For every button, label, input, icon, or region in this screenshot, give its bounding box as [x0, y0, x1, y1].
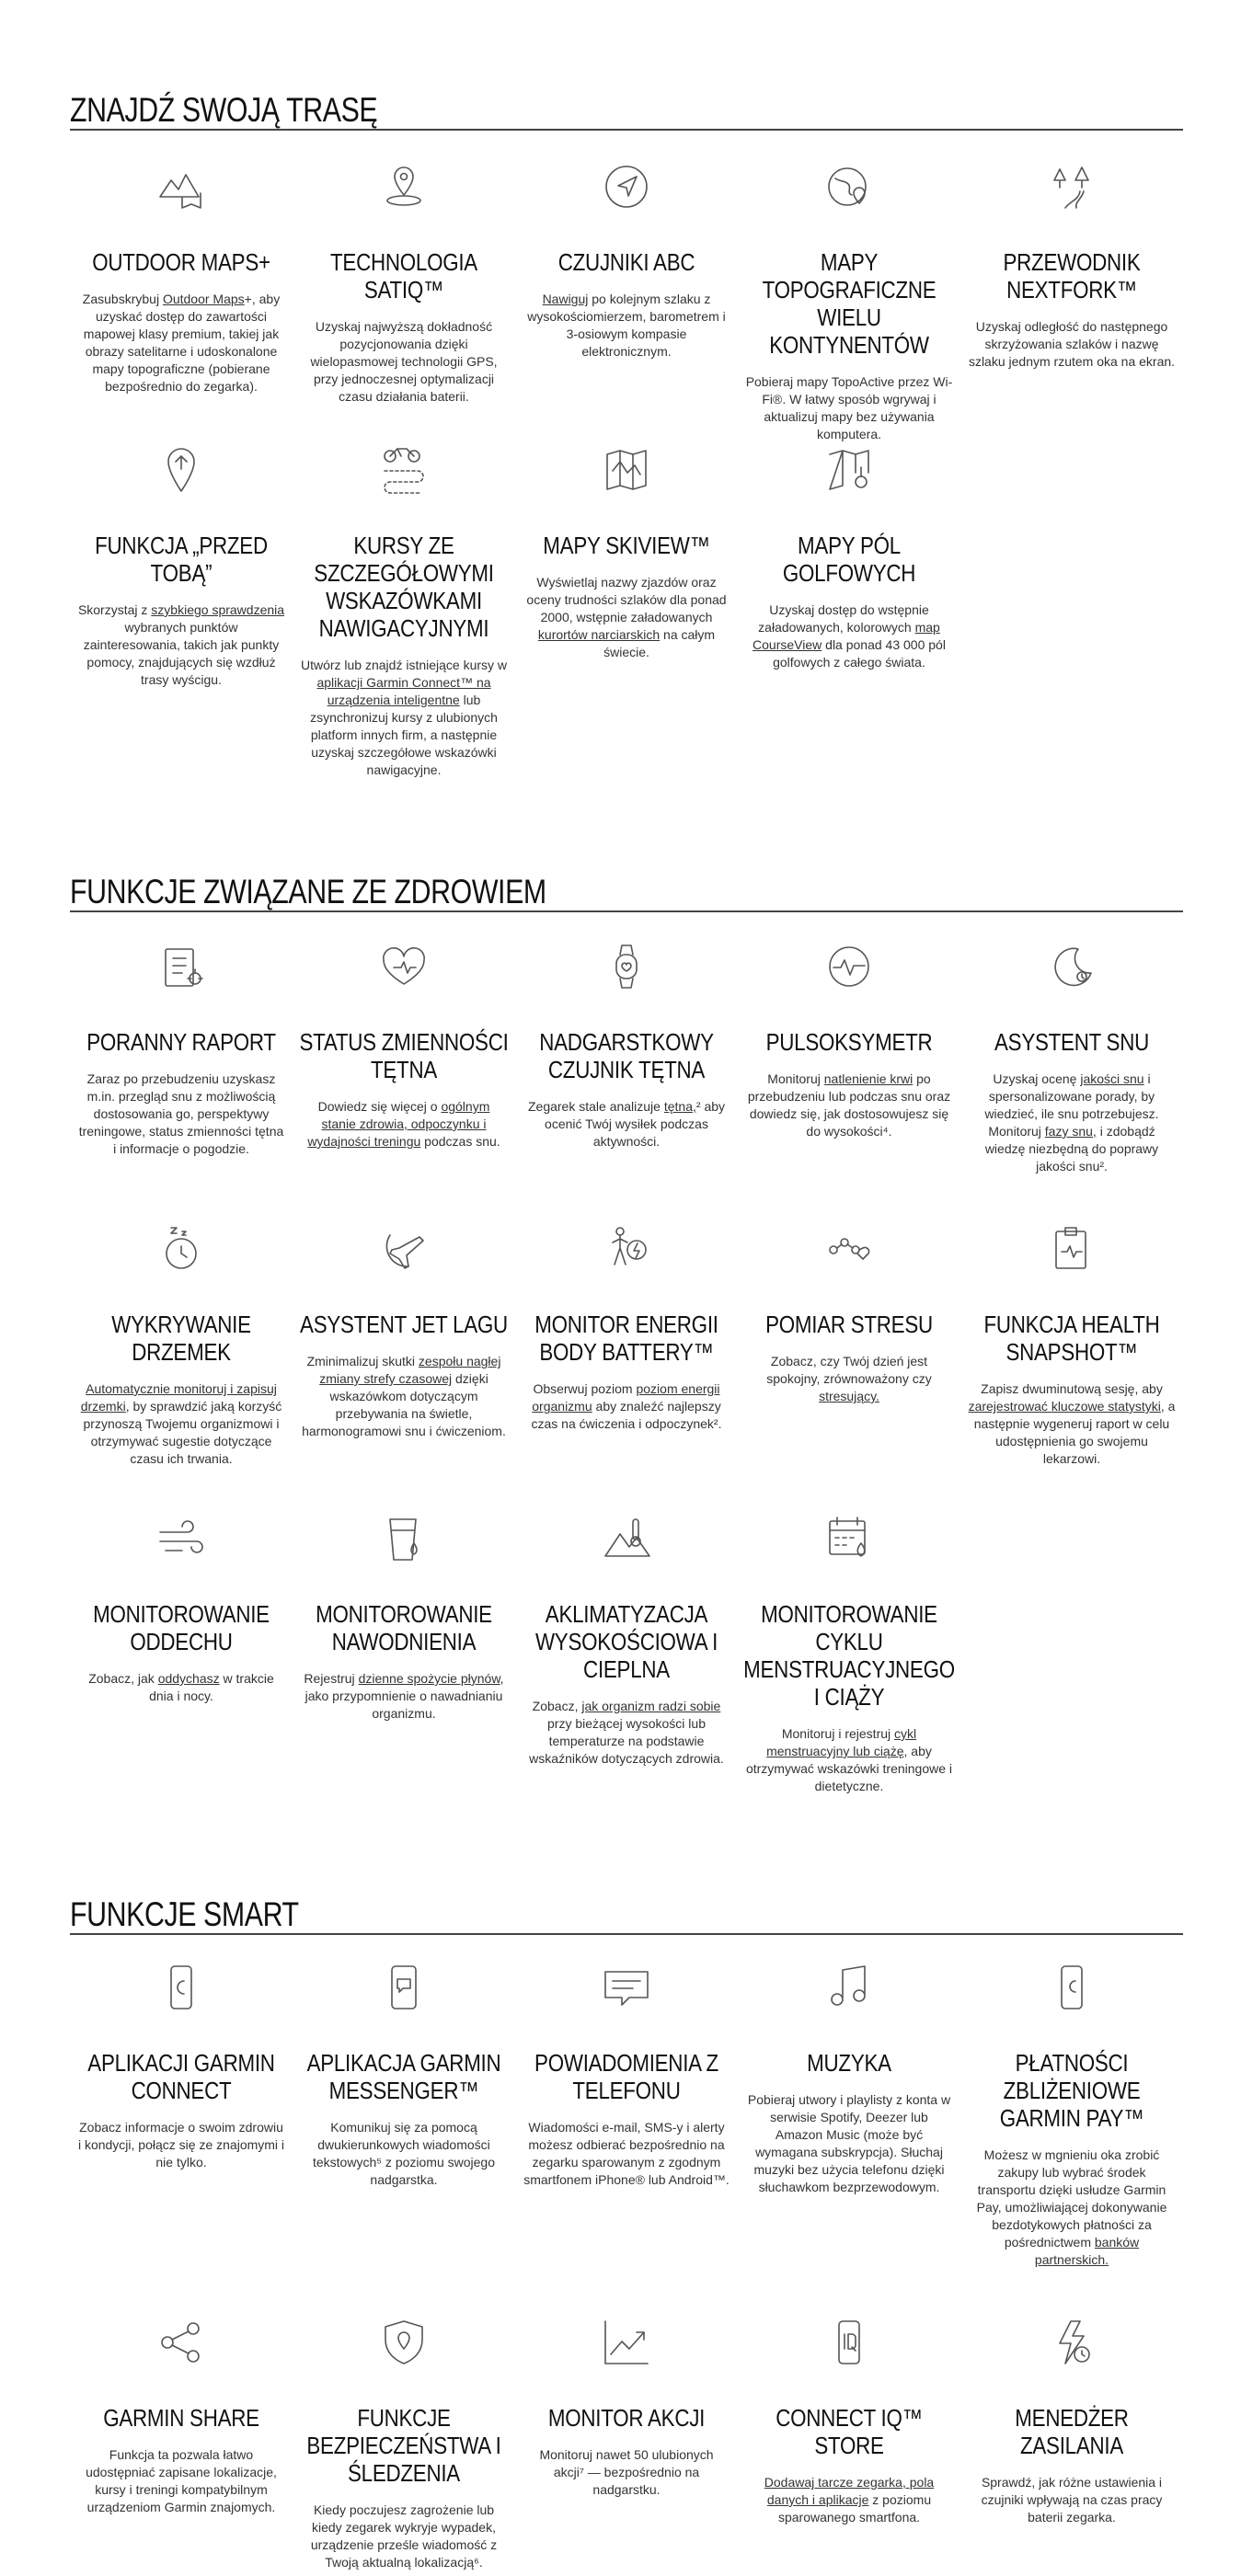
feature-description: Automatycznie monitoruj i zapisuj drzemki, by sprawdzić jaką korzyść przynoszą Twojemu organizmowi i otrzymywać sugestie dotyczące czasu ich trwania.	[80, 1381, 282, 1466]
feature-title: GARMIN SHARE	[103, 2404, 259, 2432]
section-find-route	[70, 92, 1183, 131]
globe-pin-icon	[821, 158, 878, 215]
feature-title: ASYSTENT SNU	[994, 1028, 1149, 1056]
feature-row	[70, 1220, 1183, 1468]
feature-card	[70, 1220, 293, 1468]
feature-card	[738, 2314, 960, 2571]
feature-row	[70, 938, 1183, 1175]
sleep-moon-icon	[1043, 938, 1100, 995]
feature-card	[70, 1510, 293, 1795]
feature-title: CONNECT IQ™ STORE	[776, 2404, 923, 2459]
power-manager-icon	[1043, 2314, 1100, 2371]
feature-card	[70, 938, 293, 1175]
feature-description: Sprawdź, jak różne ustawienia i czujniki wpływają na czas pracy baterii zegarka.	[981, 2475, 1163, 2524]
feature-title: MUZYKA	[807, 2049, 891, 2077]
feature-title: POMIAR STRESU	[765, 1311, 933, 1338]
feature-title: STATUS ZMIENNOŚCI TĘTNA	[299, 1028, 509, 1083]
feature-description: Zobacz, jak organizm radzi sobie przy bieżącej wysokości lub temperaturze na podstawie wskaźników dotyczących zdrowia.	[529, 1699, 724, 1766]
feature-card	[960, 1959, 1183, 2269]
feature-title: WYKRYWANIE DRZEMEK	[111, 1311, 251, 1366]
feature-description: Dowiedz się więcej o ogólnym stanie zdrowia, odpoczynku i wydajności treningu podczas snu.	[307, 1099, 500, 1149]
feature-row	[70, 1959, 1183, 2269]
feature-title: MONITOR ENERGII BODY BATTERY™	[534, 1311, 718, 1366]
location-pin-icon	[375, 158, 432, 215]
stress-icon	[821, 1220, 878, 1277]
section-divider	[70, 129, 1183, 131]
trees-path-icon	[1043, 158, 1100, 215]
feature-description: Monitoruj nawet 50 ulubionych akcji⁷ — bezpośrednio na nadgarstku.	[539, 2447, 714, 2497]
section-title: ZNAJDŹ SWOJĄ TRASĘ	[70, 91, 378, 129]
feature-description: Monitoruj natlenienie krwi po przebudzeniu lub podczas snu oraz dowiedz się, jak dostosowujesz się do wysokości⁴.	[747, 1071, 951, 1139]
feature-title: ASYSTENT JET LAGU	[300, 1311, 508, 1338]
feature-description: Pobieraj mapy TopoActive przez Wi-Fi®. W łatwy sposób wgrywaj i aktualizuj mapy bez używania komputera.	[745, 374, 953, 441]
watch-heart-icon	[598, 938, 655, 995]
feature-description: Dodawaj tarcze zegarka, pola danych i aplikacje z poziomu sparowanego smartfona.	[764, 2475, 935, 2524]
feature-title: KURSY ZE SZCZEGÓŁOWYMI WSKAZÓWKAMI NAWIGACYJNYMI	[314, 532, 494, 642]
hydration-icon	[375, 1510, 432, 1567]
feature-card	[960, 938, 1183, 1175]
safety-shield-icon	[375, 2314, 432, 2371]
feature-description: Zegarek stale analizuje tętna,² aby ocenić Twój wysiłek podczas aktywności.	[527, 1099, 726, 1149]
section-title: FUNKCJE SMART	[70, 1895, 299, 1933]
feature-card	[515, 1220, 738, 1468]
map-pin-up-icon	[153, 441, 210, 498]
music-note-icon	[821, 1959, 878, 2016]
feature-description: Zobacz informacje o swoim zdrowiu i kondycji, połącz się ze znajomymi i nie tylko.	[77, 2120, 285, 2170]
stock-chart-icon	[598, 2314, 655, 2371]
bike-route-icon	[375, 441, 432, 498]
feature-card	[293, 1220, 515, 1468]
breathing-icon	[153, 1510, 210, 1567]
feature-title: MONITOROWANIE ODDECHU	[93, 1600, 270, 1655]
feature-title: TECHNOLOGIA SATIQ™	[330, 248, 477, 303]
jet-lag-icon	[375, 1220, 432, 1277]
feature-card	[738, 938, 960, 1175]
mountain-map-icon	[153, 158, 210, 215]
section-divider	[70, 910, 1183, 912]
cycle-calendar-icon	[821, 1510, 878, 1567]
feature-title: MAPY TOPOGRAFICZNE WIELU KONTYNENTÓW	[762, 248, 936, 359]
feature-card	[515, 441, 738, 779]
feature-card	[293, 441, 515, 779]
section-title: FUNKCJE ZWIĄZANE ZE ZDROWIEM	[70, 873, 546, 910]
feature-card	[293, 1959, 515, 2269]
feature-card	[960, 158, 1183, 443]
feature-card	[293, 2314, 515, 2571]
section-smart	[70, 1896, 1183, 1935]
ski-map-icon	[598, 441, 655, 498]
feature-description: Zobacz, jak oddychasz w trakcie dnia i nocy.	[88, 1671, 274, 1703]
feature-description: Skorzystaj z szybkiego sprawdzenia wybranych punktów zainteresowania, takich jak punkty pomocy, znajdujących się wzdłuż trasy wyścigu.	[77, 602, 285, 687]
feature-title: POWIADOMIENIA Z TELEFONU	[534, 2049, 718, 2104]
feature-description: Uzyskaj najwyższą dokładność pozycjonowania dzięki wielopasmowej technologii GPS, przy jednoczesnej optymalizacji czasu działania baterii.	[310, 319, 498, 404]
feature-description: Kiedy poczujesz zagrożenie lub kiedy zegarek wykryje wypadek, urządzenie prześle wiadomość z Twoją aktualną lokalizacją⁶.	[310, 2502, 498, 2570]
notification-icon	[598, 1959, 655, 2016]
feature-title: NADGARSTKOWY CZUJNIK TĘTNA	[539, 1028, 714, 1083]
feature-card	[515, 1959, 738, 2269]
feature-title: MONITOROWANIE CYKLU MENSTRUACYJNEGO I CIĄŻY	[743, 1600, 955, 1711]
feature-card	[515, 938, 738, 1175]
feature-title: PRZEWODNIK NEXTFORK™	[1003, 248, 1141, 303]
feature-description: Zminimalizuj skutki zespołu nagłej zmiany strefy czasowej dzięki wskazówkom dotyczącym przebywania na świetle, harmonogramowi snu i ćwiczeniom.	[302, 1354, 506, 1438]
feature-title: PORANNY RAPORT	[86, 1028, 276, 1056]
feature-title: FUNKCJA „PRZED TOBĄ”	[95, 532, 268, 587]
feature-card	[293, 158, 515, 443]
feature-title: MAPY PÓL GOLFOWYCH	[782, 532, 916, 587]
payment-icon	[1043, 1959, 1100, 2016]
feature-card	[70, 2314, 293, 2571]
feature-description: Uzyskaj dostęp do wstępnie załadowanych, kolorowych map CourseView dla ponad 43 000 pól golfowych z całego świata.	[753, 602, 946, 670]
feature-row	[70, 1510, 1183, 1795]
body-battery-icon	[598, 1220, 655, 1277]
feature-description: Wiadomości e-mail, SMS-y i alerty możesz odbierać bezpośrednio na zegarku sparowanym z zgodnym smartfonem iPhone® lub Android™.	[523, 2120, 730, 2187]
health-snapshot-icon	[1043, 1220, 1100, 1277]
feature-title: AKLIMATYZACJA WYSOKOŚCIOWA I CIEPLNA	[534, 1600, 718, 1683]
pulse-ox-icon	[821, 938, 878, 995]
feature-description: Możesz w mgnieniu oka zrobić zakupy lub wybrać środek transportu dzięki usłudze Garmin Pay, umożliwiającej dokonywanie bezdotykowych płatności za pośrednictwem banków partnerskich.	[976, 2147, 1167, 2267]
feature-description: Zaraz po przebudzeniu uzyskasz m.in. przegląd snu z możliwością dostosowania go, perspektywy treningowe, status zmienności tętna i informacje o pogodzie.	[78, 1071, 284, 1156]
heart-moon-icon	[375, 938, 432, 995]
feature-card	[515, 1510, 738, 1795]
feature-description: Zasubskrybuj Outdoor Maps+, aby uzyskać dostęp do zawartości mapowej klasy premium, takiej jak obrazy satelitarne i udoskonalone mapy topograficzne (pobierane bezpośrednio do zegarka).	[82, 292, 281, 394]
feature-description: Nawiguj po kolejnym szlaku z wysokościomierzem, barometrem i 3-osiowym kompasie elektronicznym.	[527, 292, 726, 359]
feature-description: Obserwuj poziom poziom energii organizmu aby znaleźć najlepszy czas na ćwiczenia i odpoczynek².	[531, 1381, 722, 1431]
feature-description: Uzyskaj odległość do następnego skrzyżowania szlaków i nazwę szlaku jednym rzutem oka na ekran.	[968, 319, 1176, 369]
feature-description: Komunikuj się za pomocą dwukierunkowych wiadomości tekstowych⁵ z poziomu swojego nadgarstka.	[312, 2120, 495, 2187]
feature-description: Wyświetlaj nazwy zjazdów oraz oceny trudności szlaków dla ponad 2000, wstępnie załadowanych kurortów narciarskich na całym świecie.	[526, 575, 727, 659]
feature-description: Funkcja ta pozwala łatwo udostępniać zapisane lokalizacje, kursy i treningi kompatybilnym urządzeniom Garmin znajomych.	[86, 2447, 277, 2514]
feature-title: CZUJNIKI ABC	[557, 248, 695, 276]
feature-card	[738, 441, 960, 779]
phone-messenger-icon	[375, 1959, 432, 2016]
feature-card	[738, 1959, 960, 2269]
feature-card	[293, 1510, 515, 1795]
feature-card	[293, 938, 515, 1175]
share-icon	[153, 2314, 210, 2371]
navigation-arrow-icon	[598, 158, 655, 215]
feature-description: Zobacz, czy Twój dzień jest spokojny, zrównoważony czy stresujący.	[766, 1354, 932, 1403]
feature-card	[960, 1220, 1183, 1468]
feature-card	[70, 1959, 293, 2269]
feature-card	[738, 1510, 960, 1795]
connect-iq-icon	[821, 2314, 878, 2371]
feature-description: Uzyskaj ocenę jakości snu i spersonalizowane porady, by wiedzieć, ile snu potrzebujesz. Monitoruj fazy snu, i zdobądź wiedzę niezbędną do poprawy jakości snu².	[984, 1071, 1159, 1174]
morning-report-icon	[153, 938, 210, 995]
golf-map-icon	[821, 441, 878, 498]
feature-description: Utwórz lub znajdź istniejące kursy w aplikacji Garmin Connect™ na urządzenia inteligentne lub zsynchronizuj kursy z ulubionych platform innych firm, a następnie uzyskaj szczegółowe wskazówki nawigacyjne.	[300, 658, 508, 777]
feature-title: APLIKACJI GARMIN CONNECT	[87, 2049, 275, 2104]
feature-card	[738, 158, 960, 443]
feature-card	[960, 2314, 1183, 2571]
feature-description: Pobieraj utwory i playlisty z konta w serwisie Spotify, Deezer lub Amazon Music (może być wymagana subskrypcja). Słuchaj muzyki bez użycia telefonu dzięki słuchawkom bezprzewodowym.	[747, 2092, 951, 2194]
feature-card	[515, 2314, 738, 2571]
feature-title: PŁATNOŚCI ZBLIŻENIOWE GARMIN PAY™	[999, 2049, 1144, 2132]
feature-title: PULSOKSYMETR	[765, 1028, 933, 1056]
feature-description: Monitoruj i rejestruj cykl menstruacyjny lub ciążę, aby otrzymywać wskazówki treningowe i dietetyczne.	[745, 1726, 953, 1793]
feature-title: APLIKACJA GARMIN MESSENGER™	[306, 2049, 501, 2104]
feature-title: MENEDŻER ZASILANIA	[1015, 2404, 1129, 2459]
feature-title: MONITOROWANIE NAWODNIENIA	[316, 1600, 492, 1655]
feature-row	[70, 441, 1183, 779]
feature-description: Rejestruj dzienne spożycie płynów, jako przypomnienie o nawadnianiu organizmu.	[304, 1671, 504, 1721]
feature-row	[70, 158, 1183, 443]
section-health	[70, 874, 1183, 912]
feature-card	[515, 158, 738, 443]
feature-title: MAPY SKIVIEW™	[543, 532, 710, 559]
feature-row	[70, 2314, 1183, 2571]
feature-description: Zapisz dwuminutową sesję, aby zarejestrować kluczowe statystyki, a następnie wygeneruj raport w celu udostępnienia go swojemu lekarzowi.	[968, 1381, 1176, 1466]
feature-title: MONITOR AKCJI	[547, 2404, 706, 2432]
section-divider	[70, 1933, 1183, 1935]
feature-card	[738, 1220, 960, 1468]
feature-card	[70, 441, 293, 779]
feature-title: OUTDOOR MAPS+	[92, 248, 270, 276]
feature-card	[70, 158, 293, 443]
feature-title: FUNKCJE BEZPIECZEŃSTWA I ŚLEDZENIA	[306, 2404, 501, 2487]
nap-clock-icon	[153, 1220, 210, 1277]
phone-connect-icon	[153, 1959, 210, 2016]
acclimation-icon	[598, 1510, 655, 1567]
feature-title: FUNKCJA HEALTH SNAPSHOT™	[983, 1311, 1160, 1366]
